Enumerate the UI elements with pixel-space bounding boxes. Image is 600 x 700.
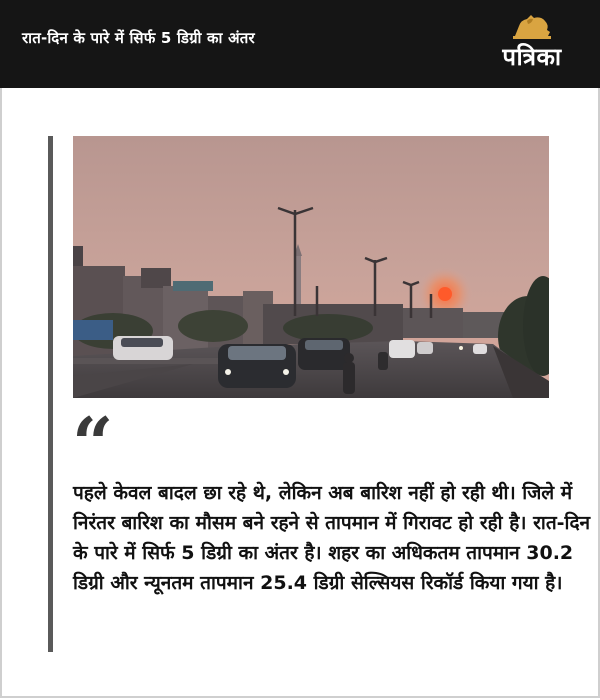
page-header bbox=[0, 0, 600, 88]
news-photo[interactable] bbox=[73, 136, 549, 398]
quote-bar bbox=[48, 136, 53, 652]
logo-text: पत्रिका bbox=[502, 43, 562, 71]
quote-text: पहले केवल बादल छा रहे थे, लेकिन अब बारिश नहीं हो रही थी। जिले में निरंतर बारिश का मौसम बने रहने से तापमान में गिरावट हो रही है। रात-दिन के पारे में सिर्फ 5 डिग्री का अंतर है। शहर का अधिकतम तापमान 30.2 डिग्री और न्यूनतम तापमान 25.4 डिग्री सेल्सियस रिकॉर्ड किया गया है। bbox=[73, 482, 591, 594]
city-road-sunset-photo bbox=[73, 136, 549, 398]
patrika-logo[interactable] bbox=[482, 12, 582, 80]
lion-emblem-icon bbox=[509, 12, 555, 40]
quote-mark-icon: “ bbox=[72, 401, 114, 486]
header-title: रात-दिन के पारे में सिर्फ 5 डिग्री का अंतर bbox=[22, 29, 255, 47]
